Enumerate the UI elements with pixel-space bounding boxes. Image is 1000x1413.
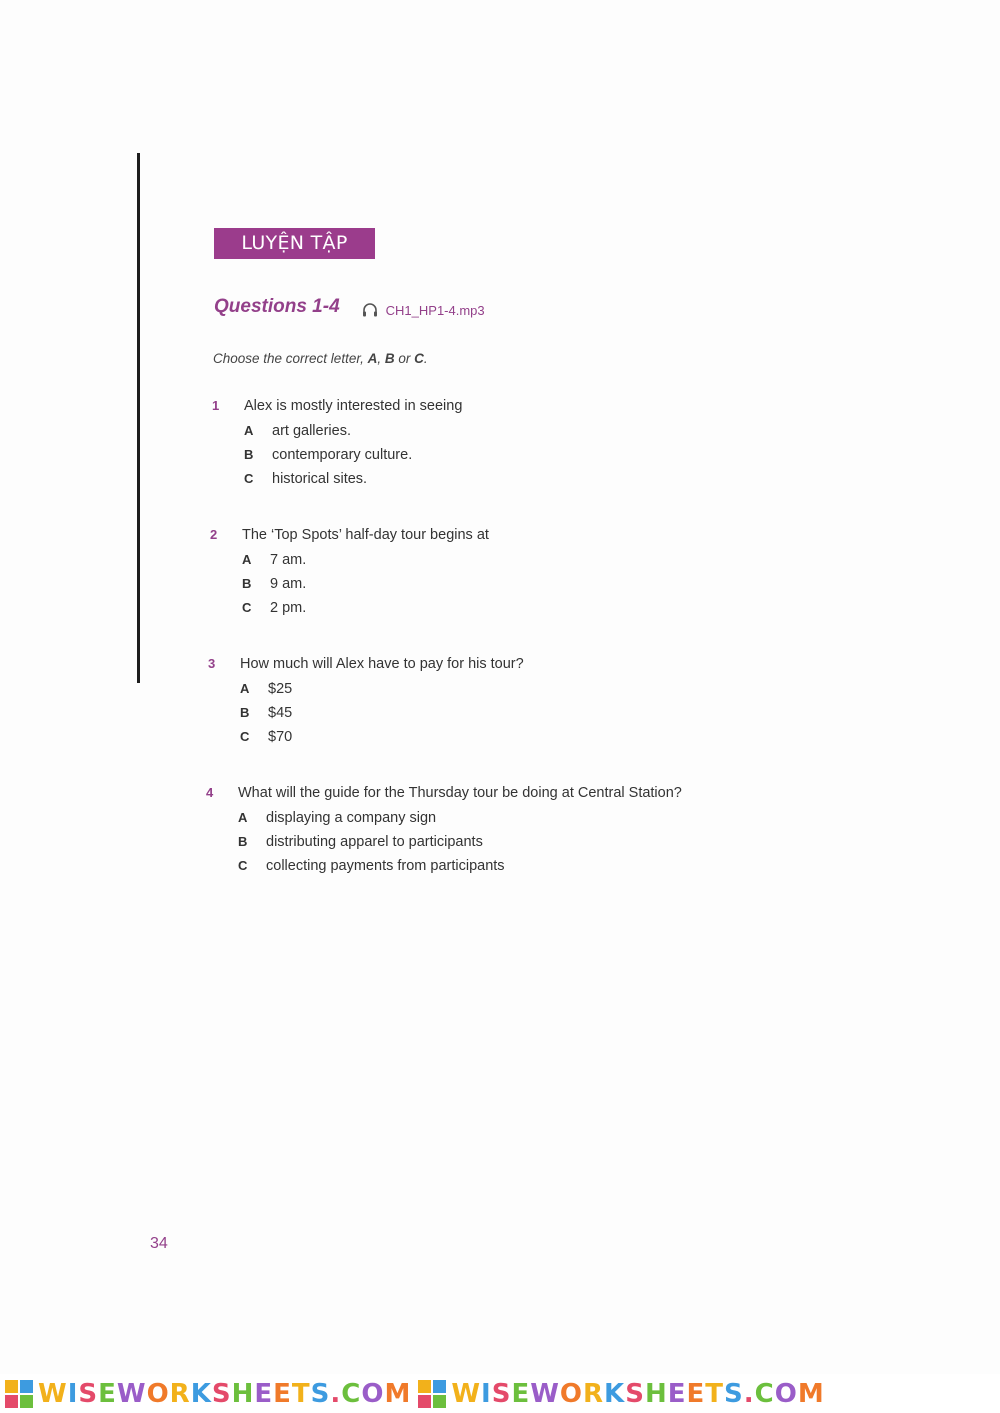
question-text: The ‘Top Spots’ half-day tour begins at bbox=[242, 527, 489, 543]
option-letter: B bbox=[240, 705, 250, 720]
option-a[interactable] bbox=[238, 810, 682, 825]
option-text: contemporary culture. bbox=[272, 447, 413, 463]
headphones-icon bbox=[362, 303, 378, 317]
questions-title: Questions 1-4 bbox=[214, 296, 340, 317]
instruction-letter-b: B bbox=[384, 351, 395, 366]
option-letter: A bbox=[242, 552, 252, 567]
option-a[interactable] bbox=[244, 423, 462, 438]
option-text: 9 am. bbox=[270, 576, 307, 592]
wise-logo-icon bbox=[4, 1379, 34, 1409]
instruction-or: or bbox=[394, 351, 415, 366]
question-number: 4 bbox=[206, 785, 214, 800]
question-number: 2 bbox=[210, 527, 218, 542]
option-b[interactable] bbox=[244, 447, 462, 462]
question-text: How much will Alex have to pay for his tour? bbox=[240, 656, 524, 672]
instruction-letter-a: A bbox=[367, 351, 378, 366]
questions-header bbox=[214, 296, 485, 318]
option-a[interactable] bbox=[240, 681, 524, 696]
question-number: 1 bbox=[212, 398, 220, 413]
question-3 bbox=[208, 656, 524, 744]
question-text: What will the guide for the Thursday tour be doing at Central Station? bbox=[238, 785, 682, 801]
option-letter: A bbox=[244, 423, 254, 438]
question-4 bbox=[206, 785, 682, 873]
section-banner: LUYỆN TẬP bbox=[214, 228, 375, 259]
option-c[interactable] bbox=[240, 729, 524, 744]
wise-logo-icon bbox=[417, 1379, 447, 1409]
option-b[interactable] bbox=[242, 576, 489, 591]
instruction-letter-c: C bbox=[414, 351, 424, 366]
watermark-footer bbox=[0, 1374, 1000, 1413]
watermark-text: WISEWORKSHEETS.COM bbox=[38, 1378, 412, 1409]
option-letter: A bbox=[240, 681, 250, 696]
option-letter: C bbox=[242, 600, 252, 615]
option-letter: B bbox=[244, 447, 254, 462]
option-letter: C bbox=[244, 471, 254, 486]
option-a[interactable] bbox=[242, 552, 489, 567]
audio-reference[interactable] bbox=[362, 303, 485, 318]
option-c[interactable] bbox=[244, 471, 462, 486]
option-text: art galleries. bbox=[272, 423, 351, 439]
watermark-text: WISEWORKSHEETS.COM bbox=[451, 1378, 825, 1409]
option-text: $45 bbox=[268, 705, 293, 721]
instruction-end: . bbox=[423, 351, 428, 366]
page-number: 34 bbox=[150, 1235, 168, 1252]
option-text: distributing apparel to participants bbox=[266, 834, 483, 850]
option-letter: A bbox=[238, 810, 248, 825]
option-letter: B bbox=[238, 834, 248, 849]
option-c[interactable] bbox=[242, 600, 489, 615]
option-text: $70 bbox=[268, 729, 293, 745]
watermark-unit bbox=[4, 1374, 411, 1413]
option-text: historical sites. bbox=[272, 471, 368, 487]
instruction-text bbox=[213, 351, 428, 366]
option-text: 7 am. bbox=[270, 552, 307, 568]
option-letter: C bbox=[240, 729, 250, 744]
audio-file-name: CH1_HP1-4.mp3 bbox=[385, 302, 485, 318]
option-text: displaying a company sign bbox=[266, 810, 437, 826]
option-letter: C bbox=[238, 858, 248, 873]
question-2 bbox=[210, 527, 489, 615]
question-1 bbox=[212, 398, 462, 486]
instruction-prefix: Choose the correct letter, bbox=[213, 351, 368, 366]
option-b[interactable] bbox=[238, 834, 682, 849]
option-text: $25 bbox=[268, 681, 293, 697]
option-text: 2 pm. bbox=[270, 600, 307, 616]
page-margin-line bbox=[137, 153, 140, 683]
instruction-separator: , bbox=[377, 351, 385, 366]
question-number: 3 bbox=[208, 656, 216, 671]
option-c[interactable] bbox=[238, 858, 682, 873]
watermark-unit bbox=[417, 1374, 824, 1413]
option-b[interactable] bbox=[240, 705, 524, 720]
option-text: collecting payments from participants bbox=[266, 858, 505, 874]
question-text: Alex is mostly interested in seeing bbox=[244, 398, 463, 414]
option-letter: B bbox=[242, 576, 252, 591]
